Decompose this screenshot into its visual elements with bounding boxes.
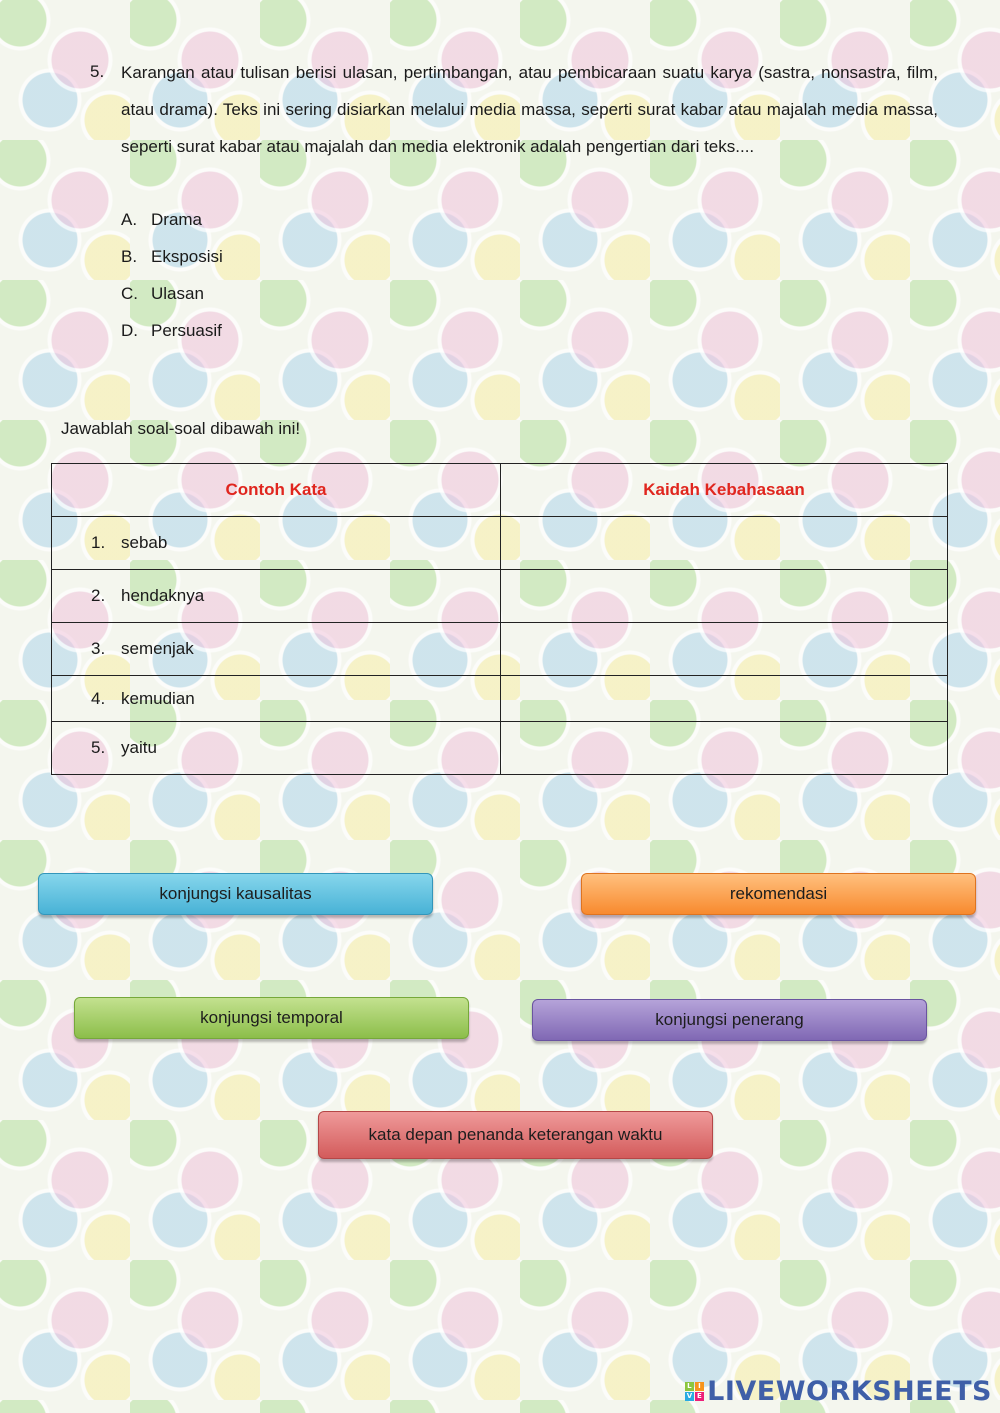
table-row [52,517,948,570]
instruction-text: Jawablah soal-soal dibawah ini! [61,419,301,438]
table-header-row [52,464,948,517]
option-letter: C. [121,284,138,303]
drag-item-rekomendasi[interactable]: rekomendasi [581,873,976,915]
table-row [52,623,948,676]
header-contoh-kata: Contoh Kata [52,464,501,517]
word-text: yaitu [121,738,157,757]
option-d [121,321,222,341]
row-number: 4. [91,688,106,708]
option-a [121,210,202,230]
option-letter: D. [121,321,138,340]
option-label: Persuasif [151,321,222,340]
question-number: 5. [90,62,105,81]
logo-mark-letter: V [686,1392,693,1400]
answer-drop-zone[interactable] [501,676,948,722]
drag-item-konjungsi-kausalitas[interactable]: konjungsi kausalitas [38,873,433,915]
question-text: Karangan atau tulisan berisi ulasan, pertimbangan, atau pembicaraan suatu karya (sastra, nonsastra, film, atau drama). Teks ini sering disiarkan melalui media massa, seperti surat kabar atau majalah media massa, seperti surat kabar atau majalah dan media elektronik adalah pengertian dari teks.... [121,63,938,156]
drag-item-konjungsi-penerang[interactable]: konjungsi penerang [532,999,927,1041]
word-text: semenjak [121,639,194,658]
answer-drop-zone[interactable] [501,517,948,570]
logo-text: LIVEWORKSHEETS [707,1376,992,1407]
row-number: 3. [91,639,106,658]
word-cell [52,517,501,570]
word-text: kemudian [121,688,195,708]
row-number: 1. [91,533,106,552]
option-label: Ulasan [151,284,204,303]
logo-mark-letter: L [685,1382,694,1391]
row-number: 5. [91,738,106,757]
answer-drop-zone[interactable] [501,570,948,623]
table-row [52,722,948,775]
word-cell [52,676,501,722]
option-label: Eksposisi [151,247,223,266]
table-row [52,570,948,623]
option-letter: B. [121,247,138,266]
table-row [52,676,948,722]
answer-table [51,463,948,775]
word-text: sebab [121,533,168,552]
word-cell [52,722,501,775]
option-c [121,284,204,304]
logo-mark-icon [685,1382,704,1401]
word-cell [52,623,501,676]
header-kaidah-kebahasaan: Kaidah Kebahasaan [501,464,948,517]
drag-item-konjungsi-temporal[interactable]: konjungsi temporal [74,997,469,1039]
answer-drop-zone[interactable] [501,623,948,676]
word-cell [52,570,501,623]
liveworksheets-logo [685,1376,992,1407]
logo-mark-letter: E [697,1392,703,1400]
option-letter: A. [121,210,138,229]
logo-mark-letter: I [695,1382,704,1391]
row-number: 2. [91,586,106,605]
answer-drop-zone[interactable] [501,722,948,775]
drag-item-kata-depan-penanda-keterangan-waktu[interactable]: kata depan penanda keterangan waktu [318,1111,713,1159]
option-label: Drama [151,210,203,229]
word-text: hendaknya [121,586,205,605]
option-b [121,247,223,267]
